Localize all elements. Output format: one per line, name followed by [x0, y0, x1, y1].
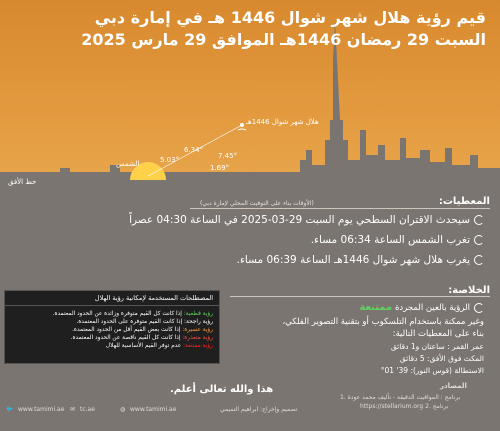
legend-row: رؤية عسيرة: إذا كانت بعض القيم أقل من الحدود المعتمدة.	[72, 327, 213, 333]
crescent-bullet-icon	[474, 303, 484, 313]
conclusion-visibility: الرؤية بالعين المجردة ممتنعة	[359, 302, 484, 314]
givens-heading: المعطيات:	[438, 196, 490, 207]
givens-note: (الأوقات بناء على التوقيت المحلي لإمارة دبي)	[200, 200, 314, 207]
conclusion-line: وغير ممكنة باستخدام التلسكوب أو بتقنية التصوير الفلكي،	[282, 317, 484, 327]
legend-row: رؤية قطعية: إذا كانت كل القيم متوفرة وزائدة عن الحدود المعتمدة.	[52, 311, 213, 317]
source-1: 1. برنامج : المواقيت الدقيقة - تأليف محمد عودة	[340, 394, 461, 401]
elongation: الاستطالة (قوس النور): 39' 01°	[380, 366, 484, 375]
legend-title: المصطلحات المستخدمة لإمكانية رؤية الهلال	[5, 291, 219, 306]
conclusion-heading: الخلاصة:	[448, 285, 490, 296]
angle-3-label: 5.03°	[160, 156, 180, 164]
globe-icon: ◍	[120, 406, 126, 413]
moon-lag: المكث فوق الأفق: 5 دقائق	[399, 354, 484, 363]
angle-1-label: 6.34°	[184, 146, 204, 154]
angle-4-label: 1.69°	[210, 164, 230, 172]
legend-row: رؤية راجحة: إذا كانت القيم متوفرة على الحدود المعتمدة.	[76, 319, 213, 325]
visibility-status: ممتنعة	[359, 302, 393, 313]
fact-conjunction: سيحدث الاقتران السطحي يوم السبت 29-03-2025 في الساعة 04:30 عصراً	[129, 214, 484, 226]
angle-2-label: 7.45°	[218, 152, 238, 160]
page-title: قيم رؤية هلال شهر شوال 1446 هـ في إمارة دبي	[94, 8, 486, 27]
footer	[0, 400, 500, 431]
footer-email: tc.ae	[80, 406, 95, 413]
closing-text: هذا والله تعالى أعلم.	[170, 384, 274, 395]
terms-legend	[4, 290, 220, 364]
sun-label: الشمس	[116, 160, 140, 168]
crescent-bullet-icon	[474, 235, 484, 245]
page-subtitle: السبت 29 رمضان 1446هـ الموافق 29 مارس 2025	[81, 30, 486, 49]
source-2: https://stellarium.org برنامج .2	[360, 403, 449, 410]
crescent-label: هلال شهر شوال 1446هـ	[246, 118, 319, 126]
fact-moonset: يغرب هلال شهر شوال 1446هـ الساعة 06:39 مساء.	[237, 254, 484, 266]
footer-design: تصميم وإخراج: ابراهيم التميمي	[220, 406, 298, 413]
horizon-label: خط الأفق	[8, 178, 37, 186]
divider	[190, 208, 490, 209]
moon-age: عمر القمر : ساعتان و1 دقائق	[390, 342, 484, 351]
sky-illustration	[0, 0, 500, 190]
footer-handle: www.tamimi.ae	[18, 406, 65, 413]
footer-web: www.tamimi.ae	[130, 406, 177, 413]
crescent-bullet-icon	[474, 215, 484, 225]
crescent-bullet-icon	[474, 255, 484, 265]
conclusion-line: بناء على المعطيات التالية:	[392, 329, 484, 339]
city-skyline	[0, 0, 500, 190]
twitter-icon: 🐦	[6, 406, 14, 413]
legend-row: رؤية ممتنعة: عدم توفر القيم الأساسية للهلال	[105, 343, 213, 349]
email-icon: ✉	[70, 406, 76, 413]
fact-sunset: تغرب الشمس الساعة 06:34 مساء.	[311, 234, 484, 246]
legend-row: رؤية متعذرة: إذا كانت كل القيم ناقصة عن الحدود المعتمدة.	[70, 335, 213, 341]
divider	[230, 296, 490, 297]
sources-heading: المصادر	[440, 382, 467, 390]
